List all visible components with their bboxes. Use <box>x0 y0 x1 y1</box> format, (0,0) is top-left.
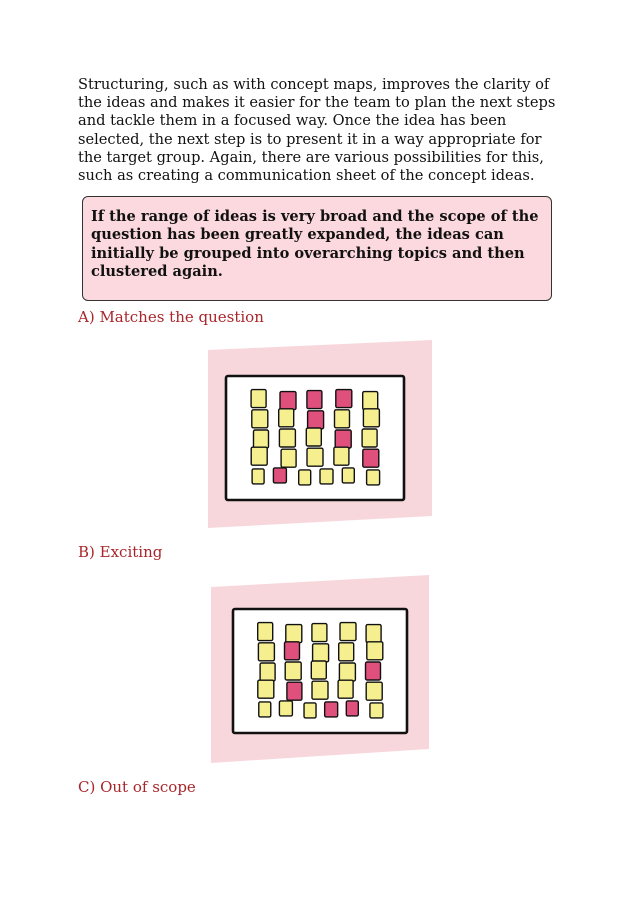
sticky-note-yellow <box>338 680 353 698</box>
sticky-note-yellow <box>370 703 383 718</box>
highlight-callout <box>82 196 552 301</box>
sticky-note-yellow <box>363 409 379 427</box>
sticky-note-board-a-illustration <box>202 338 434 530</box>
sticky-note-yellow <box>313 644 329 662</box>
sticky-note-yellow <box>334 447 349 465</box>
sticky-note-magenta <box>325 702 338 717</box>
sticky-note-magenta <box>366 662 381 680</box>
sticky-note-magenta <box>335 430 351 448</box>
sticky-note-yellow <box>251 390 266 408</box>
figure-b <box>207 573 433 765</box>
sticky-note-yellow <box>252 469 264 484</box>
sticky-note-yellow <box>335 410 350 428</box>
option-label-b: B) Exciting <box>78 543 163 561</box>
sticky-note-yellow <box>342 468 354 483</box>
body-paragraph: Structuring, such as with concept maps, improves the clarity of the ideas and makes it easier for the team to plan the next steps and tackle them in a focused way. Once the idea has been selected, the next step is to present it in a way appropriate for the target group. Again, there are various possibilities for this, such as creating a communication sheet of the concept ideas. <box>78 76 556 185</box>
sticky-note-yellow <box>251 447 267 465</box>
sticky-note-board-b-illustration <box>207 573 433 765</box>
sticky-note-yellow <box>258 623 273 641</box>
sticky-note-yellow <box>252 410 268 428</box>
sticky-note-magenta <box>336 390 352 408</box>
sticky-note-yellow <box>339 643 354 661</box>
sticky-note-magenta <box>363 449 379 467</box>
sticky-note-yellow <box>339 663 355 681</box>
sticky-note-yellow <box>281 449 296 467</box>
sticky-note-yellow <box>259 702 271 717</box>
sticky-note-yellow <box>312 624 327 642</box>
sticky-note-magenta <box>308 411 324 429</box>
sticky-note-yellow <box>299 470 311 485</box>
sticky-note-yellow <box>306 428 321 446</box>
sticky-note-yellow <box>340 623 356 641</box>
sticky-note-yellow <box>304 703 316 718</box>
sticky-note-yellow <box>363 392 378 410</box>
sticky-note-yellow <box>367 642 383 660</box>
sticky-note-magenta <box>273 468 286 483</box>
option-label-c: C) Out of scope <box>78 778 196 796</box>
sticky-note-yellow <box>362 429 377 447</box>
sticky-note-yellow <box>366 682 382 700</box>
sticky-note-magenta <box>287 682 302 700</box>
sticky-note-yellow <box>286 625 302 643</box>
figure-a <box>202 338 434 530</box>
sticky-note-magenta <box>280 392 296 410</box>
callout-text: If the range of ideas is very broad and the scope of the question has been greatly expanded, the ideas can initially be grouped into overarching topics and then clustered again. <box>91 208 539 281</box>
sticky-note-yellow <box>279 701 292 716</box>
sticky-note-magenta <box>285 642 300 660</box>
sticky-note-yellow <box>260 663 275 681</box>
sticky-note-yellow <box>279 409 294 427</box>
sticky-note-yellow <box>367 470 380 485</box>
sticky-note-magenta <box>346 701 358 716</box>
sticky-note-yellow <box>320 469 333 484</box>
option-label-a: A) Matches the question <box>78 308 264 326</box>
sticky-note-yellow <box>311 661 326 679</box>
sticky-note-yellow <box>258 680 274 698</box>
sticky-note-yellow <box>258 643 274 661</box>
sticky-note-yellow <box>254 430 269 448</box>
sticky-note-yellow <box>285 662 301 680</box>
sticky-note-yellow <box>312 681 328 699</box>
sticky-note-yellow <box>366 625 381 643</box>
sticky-note-yellow <box>279 429 295 447</box>
sticky-note-magenta <box>307 391 322 409</box>
sticky-note-yellow <box>307 448 323 466</box>
